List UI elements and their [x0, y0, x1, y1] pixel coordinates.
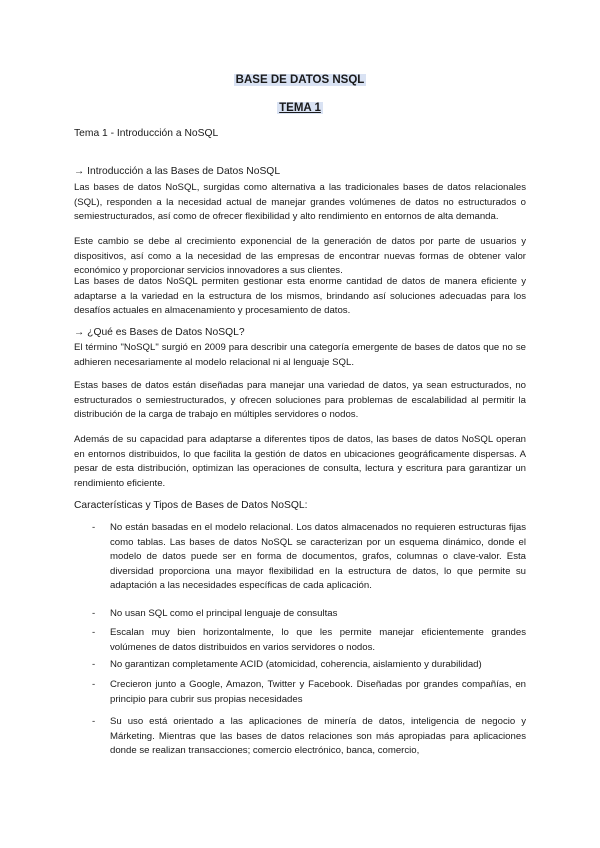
what-heading: → ¿Qué es Bases de Datos NoSQL? [74, 327, 245, 338]
list-item-text: Escalan muy bien horizontalmente, lo que les permite manejar eficientemente grandes volúmenes de datos distribuidos en varios servidores o nodos. [110, 627, 526, 653]
bullet-marker: - [92, 716, 96, 727]
what-paragraph-1: El término "NoSQL" surgió en 2009 para describir una categoría emergente de bases de datos que no se adhieren necesariamente al modelo relacional ni al lenguaje SQL. [74, 342, 526, 368]
features-heading: Características y Tipos de Bases de Datos NoSQL: [74, 500, 308, 511]
bullet-marker: - [92, 627, 96, 638]
document-title-text: BASE DE DATOS NSQL [235, 74, 365, 86]
intro-heading: → Introducción a las Bases de Datos NoSQL [74, 166, 281, 177]
bullet-marker: - [92, 659, 96, 670]
intro-paragraph-1: Las bases de datos NoSQL, surgidas como alternativa a las tradicionales bases de datos relacionales (SQL), responden a la necesidad actual de manejar grandes volúmenes de datos no estructurados o semiestructurados, así como de ofrecer flexibilidad y alto rendimiento en entornos de alta demanda. [74, 182, 526, 222]
bullet-marker: - [92, 679, 96, 690]
list-item-text: Crecieron junto a Google, Amazon, Twitter y Facebook. Diseñadas por grandes compañías, en principio para cubrir sus propias necesidades [110, 679, 526, 705]
list-item-text: Su uso está orientado a las aplicaciones de minería de datos, inteligencia de negocio y Márketing. Mientras que las bases de datos relaciones son más apropiadas para aplicaciones donde se realizan transacciones; comercio electrónico, banca, comercio, [110, 716, 526, 756]
intro-paragraph-3: Las bases de datos NoSQL permiten gestionar esta enorme cantidad de datos de manera eficiente y adaptarse a la variedad en la estructura de los mismos, brindando así soluciones adecuadas para los desafíos actuales en almacenamiento y procesamiento de datos. [74, 276, 526, 316]
document-title [0, 74, 600, 86]
list-item-text: No usan SQL como el principal lenguaje de consultas [110, 608, 338, 619]
tema-title-text: TEMA 1 [279, 102, 321, 114]
bullet-marker: - [92, 522, 96, 533]
tema-title [0, 102, 600, 114]
what-paragraph-2: Estas bases de datos están diseñadas para manejar una variedad de datos, ya sean estructurados, no estructurados o semiestructurados, y ofrecen soluciones para problemas de escalabilidad al permitir la distribución de la carga de trabajo en múltiples servidores o nodos. [74, 380, 526, 420]
list-item-text: No están basadas en el modelo relacional. Los datos almacenados no requieren estructuras fijas como tablas. Las bases de datos NoSQL se caracterizan por un esquema dinámico, donde el modelo de datos puede ser en forma de documentos, grafos, columnas o clave-valor. Esta diversidad proporciona una mayor flexibilidad en la estructura de datos, lo que permite su adaptación a las necesidades específicas de cada aplicación. [110, 522, 526, 591]
intro-paragraph-2: Este cambio se debe al crecimiento exponencial de la generación de datos por parte de usuarios y dispositivos, así como a la necesidad de las empresas de encontrar nuevas formas de obtener valor económico y proporcionar servicios innovadores a sus clientes. [74, 236, 526, 276]
list-item-text: No garantizan completamente ACID (atomicidad, coherencia, aislamiento y durabilidad) [110, 659, 482, 670]
what-paragraph-3: Además de su capacidad para adaptarse a diferentes tipos de datos, las bases de datos NoSQL operan en entornos distribuidos, lo que facilita la gestión de datos en ubicaciones geográficamente dispersas. A pesar de esta distribución, optimizan las operaciones de consulta, lectura y escritura para garantizar un rendimiento eficiente. [74, 434, 526, 489]
bullet-marker: - [92, 608, 96, 619]
section-title: Tema 1 - Introducción a NoSQL [74, 128, 219, 139]
